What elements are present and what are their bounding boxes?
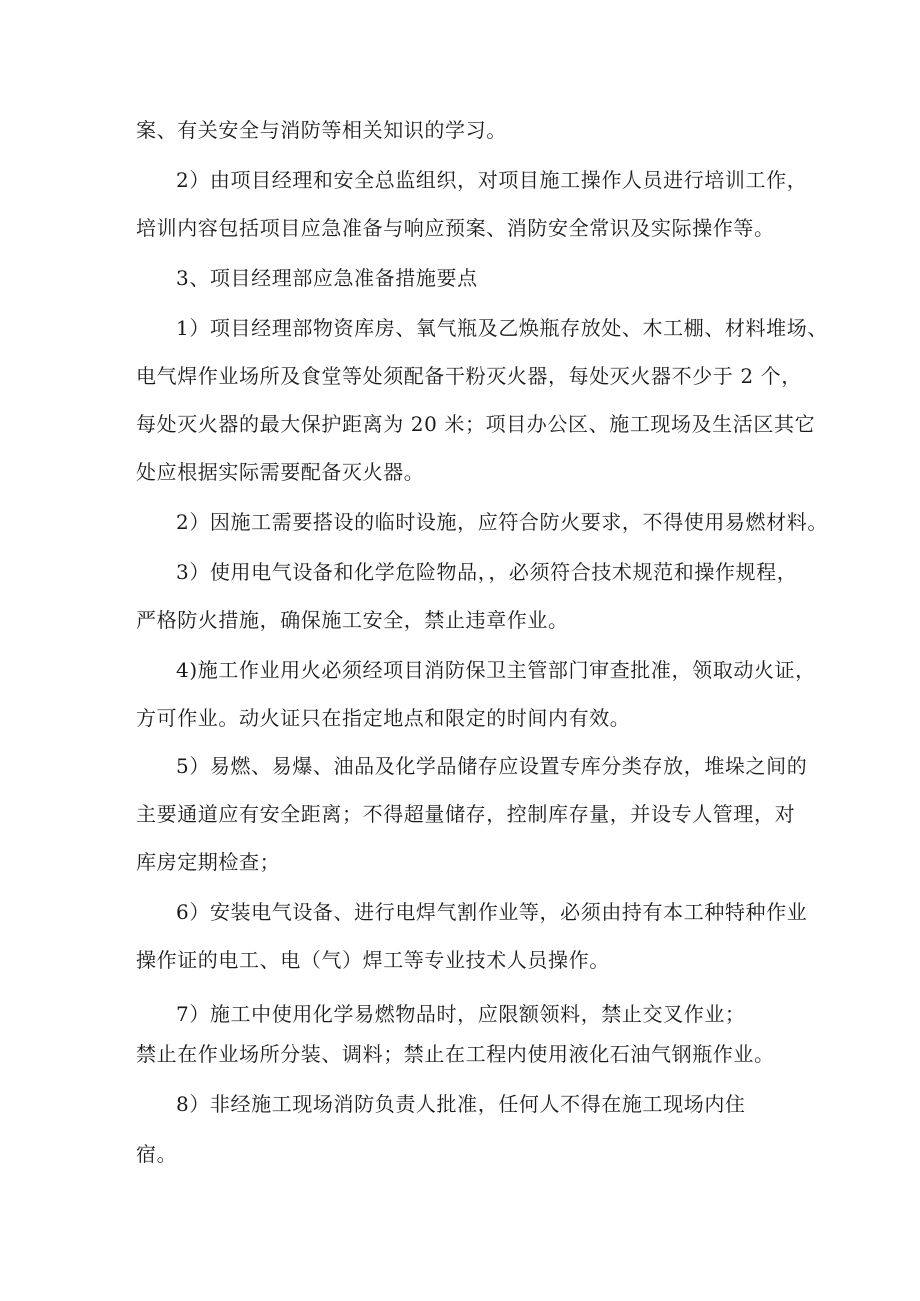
text-line: 2）由项目经理和安全总监组织，对项目施工操作人员进行培训工作， — [176, 168, 808, 192]
text-line: 每处灭火器的最大保护距离为 20 米；项目办公区、施工现场及生活区其它 — [136, 412, 816, 436]
text-line: 培训内容包括项目应急准备与响应预案、消防安全常识及实际操作等。 — [136, 216, 775, 240]
text-line: 7）施工中使用化学易燃物品时，应限额领料，禁止交叉作业； — [176, 1002, 746, 1026]
text-line: 宿。 — [136, 1142, 178, 1166]
section-heading: 3、项目经理部应急准备措施要点 — [176, 266, 478, 290]
text-line: 主要通道应有安全距离；不得超量储存，控制库存量，并设专人管理，对 — [136, 802, 796, 826]
text-line: 1）项目经理部物资库房、氧气瓶及乙焕瓶存放处、木工棚、材料堆场、 — [176, 316, 828, 340]
text-line: 操作证的电工、电（气）焊工等专业技术人员操作。 — [136, 948, 610, 972]
text-line: 5）易燃、易爆、油品及化学品储存应设置专库分类存放，堆垛之间的 — [176, 754, 808, 778]
text-line: 电气焊作业场所及食堂等处须配备干粉灭火器，每处灭火器不少于 2 个， — [136, 364, 802, 388]
text-line: 严格防火措施，确保施工安全，禁止违章作业。 — [136, 608, 569, 632]
text-line: 库房定期检查； — [136, 850, 281, 874]
text-line: 4)施工作业用火必须经项目消防保卫主管部门审查批准，领取动火证， — [176, 658, 816, 682]
text-line: 方可作业。动火证只在指定地点和限定的时间内有效。 — [136, 706, 631, 730]
text-line: 2）因施工需要搭设的临时设施，应符合防火要求，不得使用易燃材料。 — [176, 510, 828, 534]
text-line: 6）安装电气设备、进行电焊气割作业等，必须由持有本工种特种作业 — [176, 900, 808, 924]
text-line: 处应根据实际需要配备灭火器。 — [136, 460, 425, 484]
text-line: 3）使用电气设备和化学危险物品，，必须符合技术规范和操作规程， — [176, 560, 798, 584]
text-line: 案、有关安全与消防等相关知识的学习。 — [136, 118, 507, 142]
text-line: 8）非经施工现场消防负责人批准，任何人不得在施工现场内住 — [176, 1092, 746, 1116]
text-line: 禁止在作业场所分装、调料；禁止在工程内使用液化石油气钢瓶作业。 — [136, 1042, 775, 1066]
